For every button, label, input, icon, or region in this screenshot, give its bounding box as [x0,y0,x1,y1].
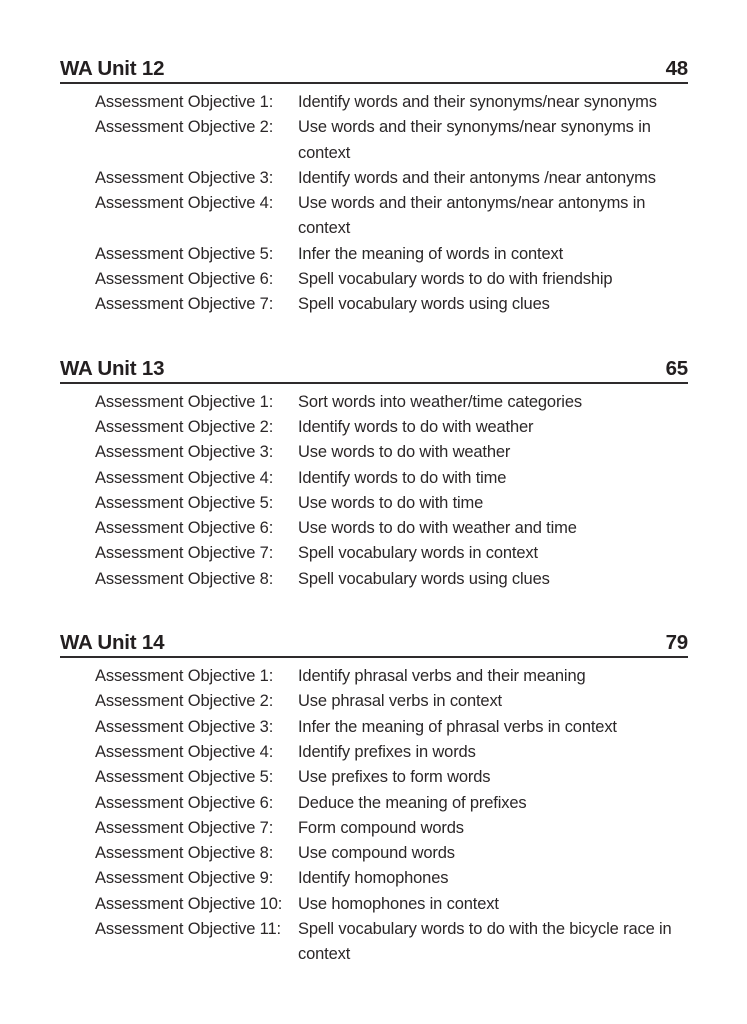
objective-row [95,390,688,415]
objective-row [95,841,688,866]
objective-row [95,892,688,917]
objective-row [95,191,688,242]
objective-label: Assessment Objective 11: [95,920,281,939]
objective-text: Spell vocabulary words to do with the bicycle race in context [298,920,672,964]
objective-label: Assessment Objective 5: [95,493,274,512]
objective-text: Use homophones in context [298,894,499,913]
objective-text: Infer the meaning of words in context [298,244,564,263]
objective-text: Use words and their antonyms/near antonyms in context [298,194,646,238]
objective-row [95,166,688,191]
unit-section [60,357,688,592]
objective-text: Identify prefixes in words [298,742,476,761]
objective-label: Assessment Objective 3: [95,717,274,736]
unit-section [60,631,688,968]
objective-row [95,866,688,891]
objective-label: Assessment Objective 4: [95,194,274,213]
objective-row [95,740,688,765]
objective-text: Infer the meaning of phrasal verbs in context [298,717,617,736]
objective-label: Assessment Objective 4: [95,742,274,761]
objective-row [95,292,688,317]
objectives-list [95,664,688,968]
objective-row [95,415,688,440]
unit-title: WA Unit 14 [60,631,165,655]
objective-row [95,917,688,968]
objective-text: Deduce the meaning of prefixes [298,793,527,812]
objective-text: Spell vocabulary words to do with friendship [298,270,613,289]
unit-section [60,57,688,318]
objective-label: Assessment Objective 6: [95,793,274,812]
objective-row [95,90,688,115]
objective-row [95,440,688,465]
objective-label: Assessment Objective 10: [95,894,283,913]
unit-page-number: 48 [665,57,688,80]
objective-text: Identify words and their synonyms/near synonyms [298,93,657,111]
objective-label: Assessment Objective 6: [95,519,274,538]
objective-text: Identify words and their antonyms /near antonyms [298,168,656,187]
unit-title: WA Unit 12 [60,57,165,80]
objective-label: Assessment Objective 2: [95,118,274,137]
objective-row [95,267,688,292]
objectives-list [95,390,688,592]
objective-label: Assessment Objective 2: [95,692,274,711]
objective-label: Assessment Objective 8: [95,844,274,863]
objective-row [95,567,688,592]
objective-text: Use words and their synonyms/near synonyms in context [298,118,651,162]
objective-row [95,689,688,714]
objective-text: Use words to do with weather and time [298,519,577,538]
objective-label: Assessment Objective 1: [95,667,274,686]
objective-text: Form compound words [298,818,464,837]
objective-row [95,466,688,491]
objective-row [95,242,688,267]
unit-title: WA Unit 13 [60,356,165,380]
objective-label: Assessment Objective 9: [95,869,274,888]
objective-row [95,765,688,790]
objective-text: Identify phrasal verbs and their meaning [298,667,586,686]
unit-section-header [60,57,688,84]
objective-row [95,491,688,516]
objective-text: Identify words to do with time [298,468,507,487]
objective-label: Assessment Objective 2: [95,417,274,436]
objective-text: Identify words to do with weather [298,417,534,436]
objective-row [95,816,688,841]
unit-page-number: 65 [665,356,688,380]
objective-text: Use words to do with weather [298,443,511,462]
objective-text: Identify homophones [298,869,449,888]
objective-text: Use prefixes to form words [298,768,491,787]
objective-row [95,664,688,689]
objective-row [95,541,688,566]
objective-row [95,791,688,816]
objective-text: Use compound words [298,844,455,863]
unit-section-header [60,357,688,384]
unit-section-header [60,631,688,658]
unit-page-number: 79 [665,631,688,655]
objective-label: Assessment Objective 3: [95,168,274,187]
objective-label: Assessment Objective 1: [95,392,274,411]
objective-label: Assessment Objective 5: [95,768,274,787]
objective-row [95,715,688,740]
objective-label: Assessment Objective 3: [95,443,274,462]
objective-text: Spell vocabulary words in context [298,544,538,563]
objective-row [95,516,688,541]
objectives-list [95,90,688,318]
objective-label: Assessment Objective 7: [95,295,274,314]
objective-label: Assessment Objective 5: [95,244,274,263]
objective-label: Assessment Objective 7: [95,818,274,837]
assessment-objectives-document [60,57,688,968]
objective-label: Assessment Objective 8: [95,569,274,588]
objective-label: Assessment Objective 6: [95,270,274,289]
objective-row [95,115,688,166]
objective-label: Assessment Objective 7: [95,544,274,563]
objective-text: Use phrasal verbs in context [298,692,502,711]
objective-text: Spell vocabulary words using clues [298,569,550,588]
objective-text: Spell vocabulary words using clues [298,295,550,314]
objective-text: Use words to do with time [298,493,484,512]
objective-label: Assessment Objective 4: [95,468,274,487]
objective-text: Sort words into weather/time categories [298,392,582,411]
objective-label: Assessment Objective 1: [95,93,274,111]
